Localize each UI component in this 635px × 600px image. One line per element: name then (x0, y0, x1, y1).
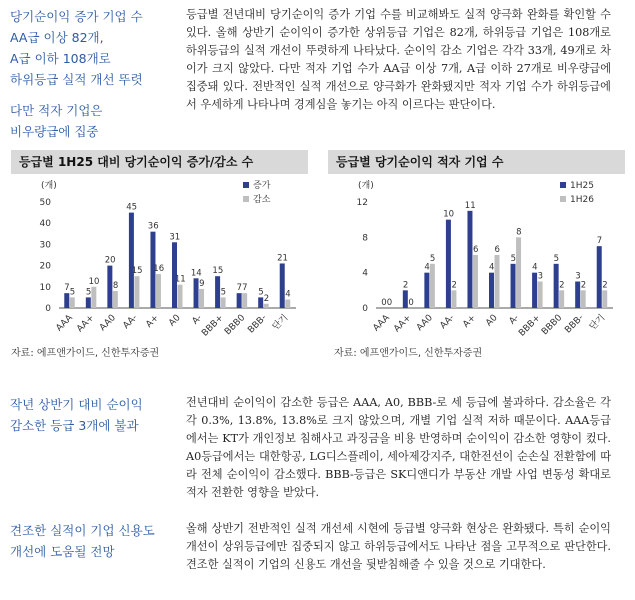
side-line: 하위등급 실적 개선 뚜렷 (10, 72, 143, 87)
x-tick-label: AA- (438, 313, 457, 332)
y-tick-label: 0 (362, 304, 368, 314)
x-tick-label: BBB- (563, 313, 586, 336)
bar-1H26 (451, 290, 456, 308)
bar-1H25 (532, 273, 537, 308)
bar-감소 (285, 300, 290, 308)
bar-감소 (178, 285, 183, 308)
bar-감소 (91, 287, 96, 308)
data-label: 3 (537, 271, 544, 282)
bar-감소 (242, 293, 247, 308)
data-label: 9 (199, 278, 205, 289)
bar-1H25 (403, 290, 408, 308)
bar-감소 (264, 304, 269, 308)
x-tick-label: A+ (144, 313, 162, 330)
side-line: A급 이하 108개로 (10, 51, 111, 66)
y-tick-label: 4 (362, 268, 368, 279)
legend-swatch (560, 182, 566, 188)
bar-1H25 (489, 273, 494, 308)
data-label: 7 (64, 283, 70, 294)
bar-1H25 (511, 264, 516, 308)
bar-증가 (237, 293, 242, 308)
data-label: 0 (386, 298, 393, 308)
side-line: 작년 상반기 대비 순이익 (10, 397, 143, 412)
data-label: 5 (553, 253, 560, 264)
legend-swatch (243, 182, 249, 188)
data-label: 0 (408, 298, 414, 308)
y-tick-label: 0 (45, 304, 51, 314)
bar-1H25 (597, 246, 602, 308)
y-axis-unit: (개) (41, 181, 57, 191)
x-tick-label: BBB0 (540, 313, 565, 338)
bar-1H25 (424, 273, 429, 308)
chart-svg (328, 174, 625, 344)
bar-1H25 (575, 282, 580, 309)
legend-label: 1H26 (570, 195, 594, 205)
x-tick-label: AA- (121, 313, 140, 332)
data-label: 16 (153, 264, 165, 275)
bar-감소 (199, 289, 204, 308)
section2-side-note (10, 394, 175, 436)
bar-1H26 (473, 255, 478, 308)
data-label: 2 (559, 280, 565, 291)
bar-증가 (129, 213, 134, 308)
bar-감소 (134, 276, 139, 308)
legend-label: 1H25 (570, 181, 594, 191)
data-label: 4 (424, 262, 430, 273)
data-label: 2 (580, 280, 587, 291)
y-tick-label: 20 (39, 261, 51, 272)
bar-1H26 (516, 237, 521, 308)
data-label: 21 (277, 253, 288, 264)
data-label: 36 (147, 221, 159, 232)
section1-body: 등급별 전년대비 당기순이익 증가 기업 수를 비교해봐도 실적 양극화 완화를 확인할 수 있다. 올해 상반기 순이익이 증가한 상위등급 기업은 82개, 하위등급 기업은 108개로 하위등급의 실적 개선이 뚜렷하게 나타났다. 순이익 감소 기업은 각각 33개, 49개로 차이가 크지 않았다. 다만 적자 기업 수가 AA급 이상 7개, A급 이하 27개로 비우량급에 집중돼 있다. 전반적인 실적 개선으로 양극화가 완화됐지만 적자 기업 수가 하위등급에서 우세하게 나타나며 경계심을 놓기는 아직 이르다는 판단이다. (186, 8, 611, 111)
legend-label: 감소 (253, 195, 271, 205)
data-label: 5 (85, 287, 92, 298)
x-tick-label: A+ (461, 313, 479, 330)
chart-deficit-count (328, 150, 625, 362)
data-label: 6 (494, 245, 500, 255)
bar-1H25 (554, 264, 559, 308)
y-axis-unit: (개) (358, 181, 374, 191)
legend-label: 증가 (253, 181, 271, 191)
section2-body: 전년대비 순이익이 감소한 등급은 AAA, A0, BBB-로 세 등급에 불과하다. 감소율은 각각 0.3%, 13.8%, 13.8%로 크지 않았으며, 개별 기업 실적 저하 때문이다. AAA등급에서는 KT가 개인정보 침해사고 과징금을 비용 반영하며 순이익이 감소한 영향이 컸다. A0등급에서는 대한항공, LG디스플레이, 세아제강지주, 대한전선이 순손실 전환함에 따라 전체 순이익이 감소했다. BBB-등급은 SK디앤디가 부동산 개발 사업 변동성 확대로 적자 전환한 영향을 받았다. (186, 396, 611, 499)
chart-title: 등급별 1H25 대비 당기순이익 증가/감소 수 (11, 150, 308, 174)
y-tick-label: 10 (39, 282, 51, 293)
x-tick-label: A- (190, 313, 205, 327)
data-label: 8 (112, 281, 119, 292)
data-label: 5 (258, 287, 264, 298)
bar-감소 (156, 274, 161, 308)
x-tick-label: BBB+ (200, 313, 226, 339)
section3-body: 올해 상반기 전반적인 실적 개선세 시현에 등급별 양극화 현상은 완화됐다. 특히 순이익 개선이 상위등급에만 집중되지 않고 하위등급에서도 나타난 점을 고무적으로 판단한다. 견조한 실적이 기업의 신용도 개선을 뒷받침해줄 수 있을 것으로 기대한다. (186, 522, 611, 571)
data-label: 31 (169, 232, 181, 243)
bar-감소 (113, 291, 118, 308)
data-label: 7 (236, 283, 243, 294)
bar-감소 (221, 297, 226, 308)
legend-swatch (243, 196, 249, 202)
section1-side-note-2 (10, 100, 175, 142)
section3-side-note (10, 520, 175, 562)
x-tick-label: AA0 (414, 313, 435, 334)
chart-source: 자료: 에프앤가이드, 신한투자증권 (11, 348, 160, 359)
data-label: 10 (443, 209, 455, 220)
data-label: 3 (575, 271, 581, 282)
data-label: 14 (190, 268, 202, 279)
y-tick-label: 30 (39, 240, 51, 251)
data-label: 5 (510, 253, 517, 264)
data-label: 5 (429, 253, 436, 264)
y-tick-label: 50 (39, 198, 51, 208)
side-line: 비우량급에 집중 (10, 124, 99, 139)
data-label: 45 (126, 202, 138, 213)
data-label: 11 (464, 200, 476, 211)
bar-증가 (258, 297, 263, 308)
bar-1H25 (446, 220, 451, 308)
side-line: 견조한 실적이 기업 신용도 (10, 523, 155, 538)
x-tick-label: A0 (484, 313, 500, 329)
data-label: 11 (174, 274, 186, 285)
bar-증가 (86, 297, 91, 308)
y-tick-label: 8 (362, 233, 368, 244)
x-tick-label: AAA (54, 313, 75, 334)
x-tick-label: AA0 (97, 313, 118, 334)
bar-증가 (64, 293, 69, 308)
data-label: 2 (451, 280, 457, 291)
data-label: 8 (516, 227, 522, 238)
side-line: 다만 적자 기업은 (10, 103, 103, 118)
side-line: 개선에 도움될 전망 (10, 544, 115, 559)
chart-svg (11, 174, 308, 344)
data-label: 2 (602, 280, 608, 291)
x-tick-label: AA+ (75, 313, 97, 335)
side-line: AA급 이상 82개, (10, 30, 104, 45)
x-tick-label: A- (507, 313, 522, 327)
data-label: 15 (212, 266, 224, 277)
data-label: 0 (381, 298, 387, 308)
legend-swatch (560, 196, 566, 202)
chart-increase-decrease (11, 150, 308, 362)
x-tick-label: BBB0 (223, 313, 248, 338)
chart-title: 등급별 당기순이익 적자 기업 수 (328, 150, 625, 174)
x-tick-label: AA+ (392, 313, 414, 335)
data-label: 4 (285, 289, 291, 300)
data-label: 5 (69, 287, 76, 298)
x-tick-label: BBB- (246, 313, 269, 336)
data-label: 5 (220, 287, 227, 298)
x-tick-label: BBB+ (517, 313, 543, 339)
bar-증가 (107, 266, 112, 308)
bar-증가 (194, 278, 199, 308)
bar-감소 (70, 297, 75, 308)
bar-증가 (280, 263, 285, 308)
data-label: 20 (104, 255, 116, 266)
y-tick-label: 12 (356, 198, 368, 208)
bar-1H26 (581, 290, 586, 308)
data-label: 2 (402, 280, 409, 291)
x-tick-label: 단기 (270, 313, 291, 333)
bar-1H26 (430, 264, 435, 308)
side-line: 감소한 등급 3개에 불과 (10, 418, 139, 433)
x-tick-label: AAA (371, 313, 392, 334)
data-label: 15 (131, 266, 143, 277)
data-label: 4 (489, 262, 495, 273)
y-tick-label: 40 (39, 219, 51, 230)
side-line: 당기순이익 증가 기업 수 (10, 9, 143, 24)
data-label: 10 (88, 276, 100, 287)
chart-source: 자료: 에프앤가이드, 신한투자증권 (334, 348, 483, 359)
bar-1H25 (467, 211, 472, 308)
data-label: 6 (472, 245, 479, 255)
data-label: 7 (242, 283, 248, 294)
bar-1H26 (559, 290, 564, 308)
data-label: 4 (532, 262, 538, 273)
x-tick-label: A0 (167, 313, 183, 329)
bar-1H26 (602, 290, 607, 308)
bar-증가 (215, 276, 220, 308)
x-tick-label: 단기 (587, 313, 608, 333)
bar-1H26 (495, 255, 500, 308)
bar-1H26 (538, 282, 543, 309)
section1-side-note (10, 6, 175, 90)
data-label: 2 (263, 293, 270, 304)
data-label: 7 (596, 236, 603, 247)
